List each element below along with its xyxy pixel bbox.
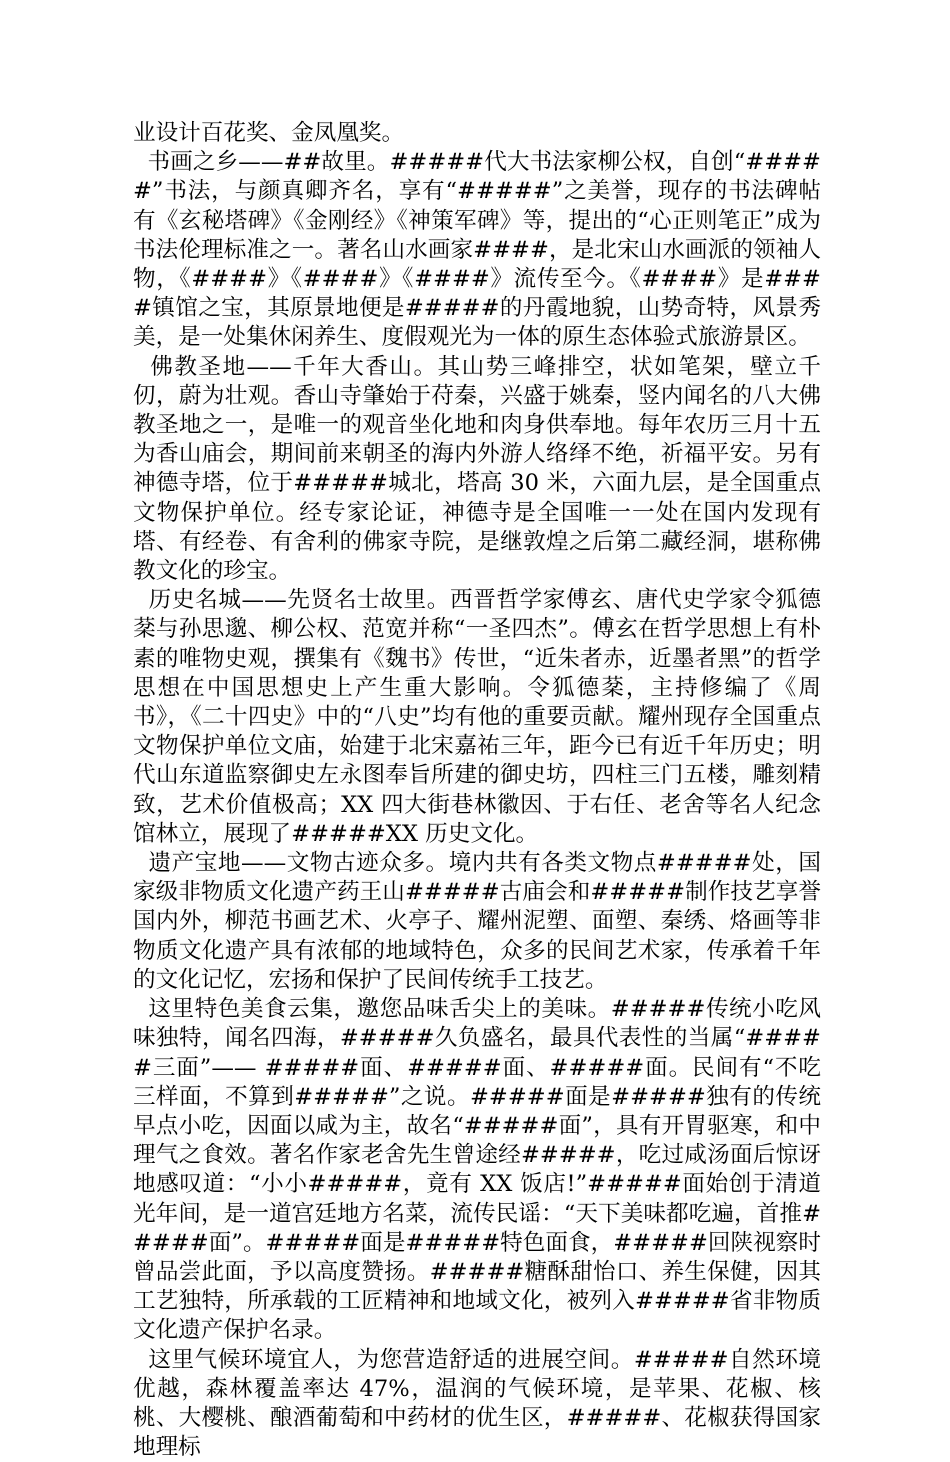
paragraph-historic-city: 历史名城——先贤名士故里。西晋哲学家傅玄、唐代史学家令狐德棻与孙思邈、柳公权、范宽并称“一圣四杰”。傅玄在哲学思想上有朴素的唯物史观，撰集有《魏书》传世，“近朱者赤，近墨者黑”的哲学思想在中国思想史上产生重大影响。令狐德棻，主持修编了《周书》，《二十四史》中的“八史”均有他的重要贡献。耀州现存全国重点文物保护单位文庙，始建于北宋嘉祐三年，距今已有近千年历史；明代山东道监察御史左永图奉旨所建的御史坊，四柱三门五楼，雕刻精致，艺术价值极高；XX 四大街巷林徽因、于右任、老舍等名人纪念馆林立，展现了#####XX 历史文化。 xyxy=(133,587,821,847)
paragraph-local-cuisine: 这里特色美食云集，邀您品味舌尖上的美味。#####传统小吃风味独特，闻名四海，#####久负盛名，最具代表性的当属“#####三面”—— #####面、#####面、#####面。民间有“不吃三样面，不算到#####”之说。#####面是#####独有的传统早点小吃，因面以咸为主，故名“#####面”，具有开胃驱寒，和中理气之食效。著名作家老舍先生曾途经#####，吃过咸汤面后惊讶地感叹道：“小小#####，竟有 XX 饭店!”#####面始创于清道光年间，是一道宫廷地方名菜，流传民谣：“天下美味都吃遍，首推#####面”。#####面是#####特色面食，#####回陕视察时曾品尝此面，予以高度赞扬。#####糖酥甜怡口、养生保健，因其工艺独特，所承载的工匠精神和地域文化，被列入#####省非物质文化遗产保护名录。 xyxy=(133,996,821,1344)
paragraph-buddhist-holy-land: 佛教圣地——千年大香山。其山势三峰排空，状如笔架，壁立千仞，蔚为壮观。香山寺肇始于苻秦，兴盛于姚秦，竖内闻名的八大佛教圣地之一，是唯一的观音坐化地和肉身供奉地。每年农历三月十五为香山庙会，期间前来朝圣的海内外游人络绎不绝，祈福平安。另有神德寺塔，位于#####城北，塔高 30 米，六面九层，是全国重点文物保护单位。经专家论证，神德寺是全国唯一一处在国内发现有塔、有经卷、有舍利的佛家寺院，是继敦煌之后第二藏经洞，堪称佛教文化的珍宝。 xyxy=(133,353,821,585)
paragraph-heritage-site: 遗产宝地——文物古迹众多。境内共有各类文物点#####处，国家级非物质文化遗产药王山#####古庙会和#####制作技艺享誉国内外，柳范书画艺术、火亭子、耀州泥塑、面塑、秦绣、烙画等非物质文化遗产具有浓郁的地域特色，众多的民间艺术家，传承着千年的文化记忆，宏扬和保护了民间传统手工技艺。 xyxy=(133,850,821,993)
paragraph-climate-environment: 这里气候环境宜人，为您营造舒适的进展空间。#####自然环境优越，森林覆盖率达 47%，温润的气候环境，是苹果、花椒、核桃、大樱桃、酿酒葡萄和中药材的优生区，#####、花椒获得国家地理标 xyxy=(133,1346,821,1461)
paragraph-awards-tail: 业设计百花奖、金凤凰奖。 xyxy=(133,120,405,146)
document-body xyxy=(133,119,821,1462)
paragraph-calligraphy-hometown: 书画之乡——##故里。#####代大书法家柳公权，自创“#####”书法，与颜真卿齐名，享有“#####”之美誉，现存的书法碑帖有《玄秘塔碑》《金刚经》《神策军碑》等，提出的“心正则笔正”成为书法伦理标准之一。著名山水画家####，是北宋山水画派的领袖人物，《####》《####》《####》流传至今。《####》是####镇馆之宝，其原景地便是#####的丹霞地貌，山势奇特，风景秀美，是一处集休闲养生、度假观光为一体的原生态体验式旅游景区。 xyxy=(133,149,821,351)
